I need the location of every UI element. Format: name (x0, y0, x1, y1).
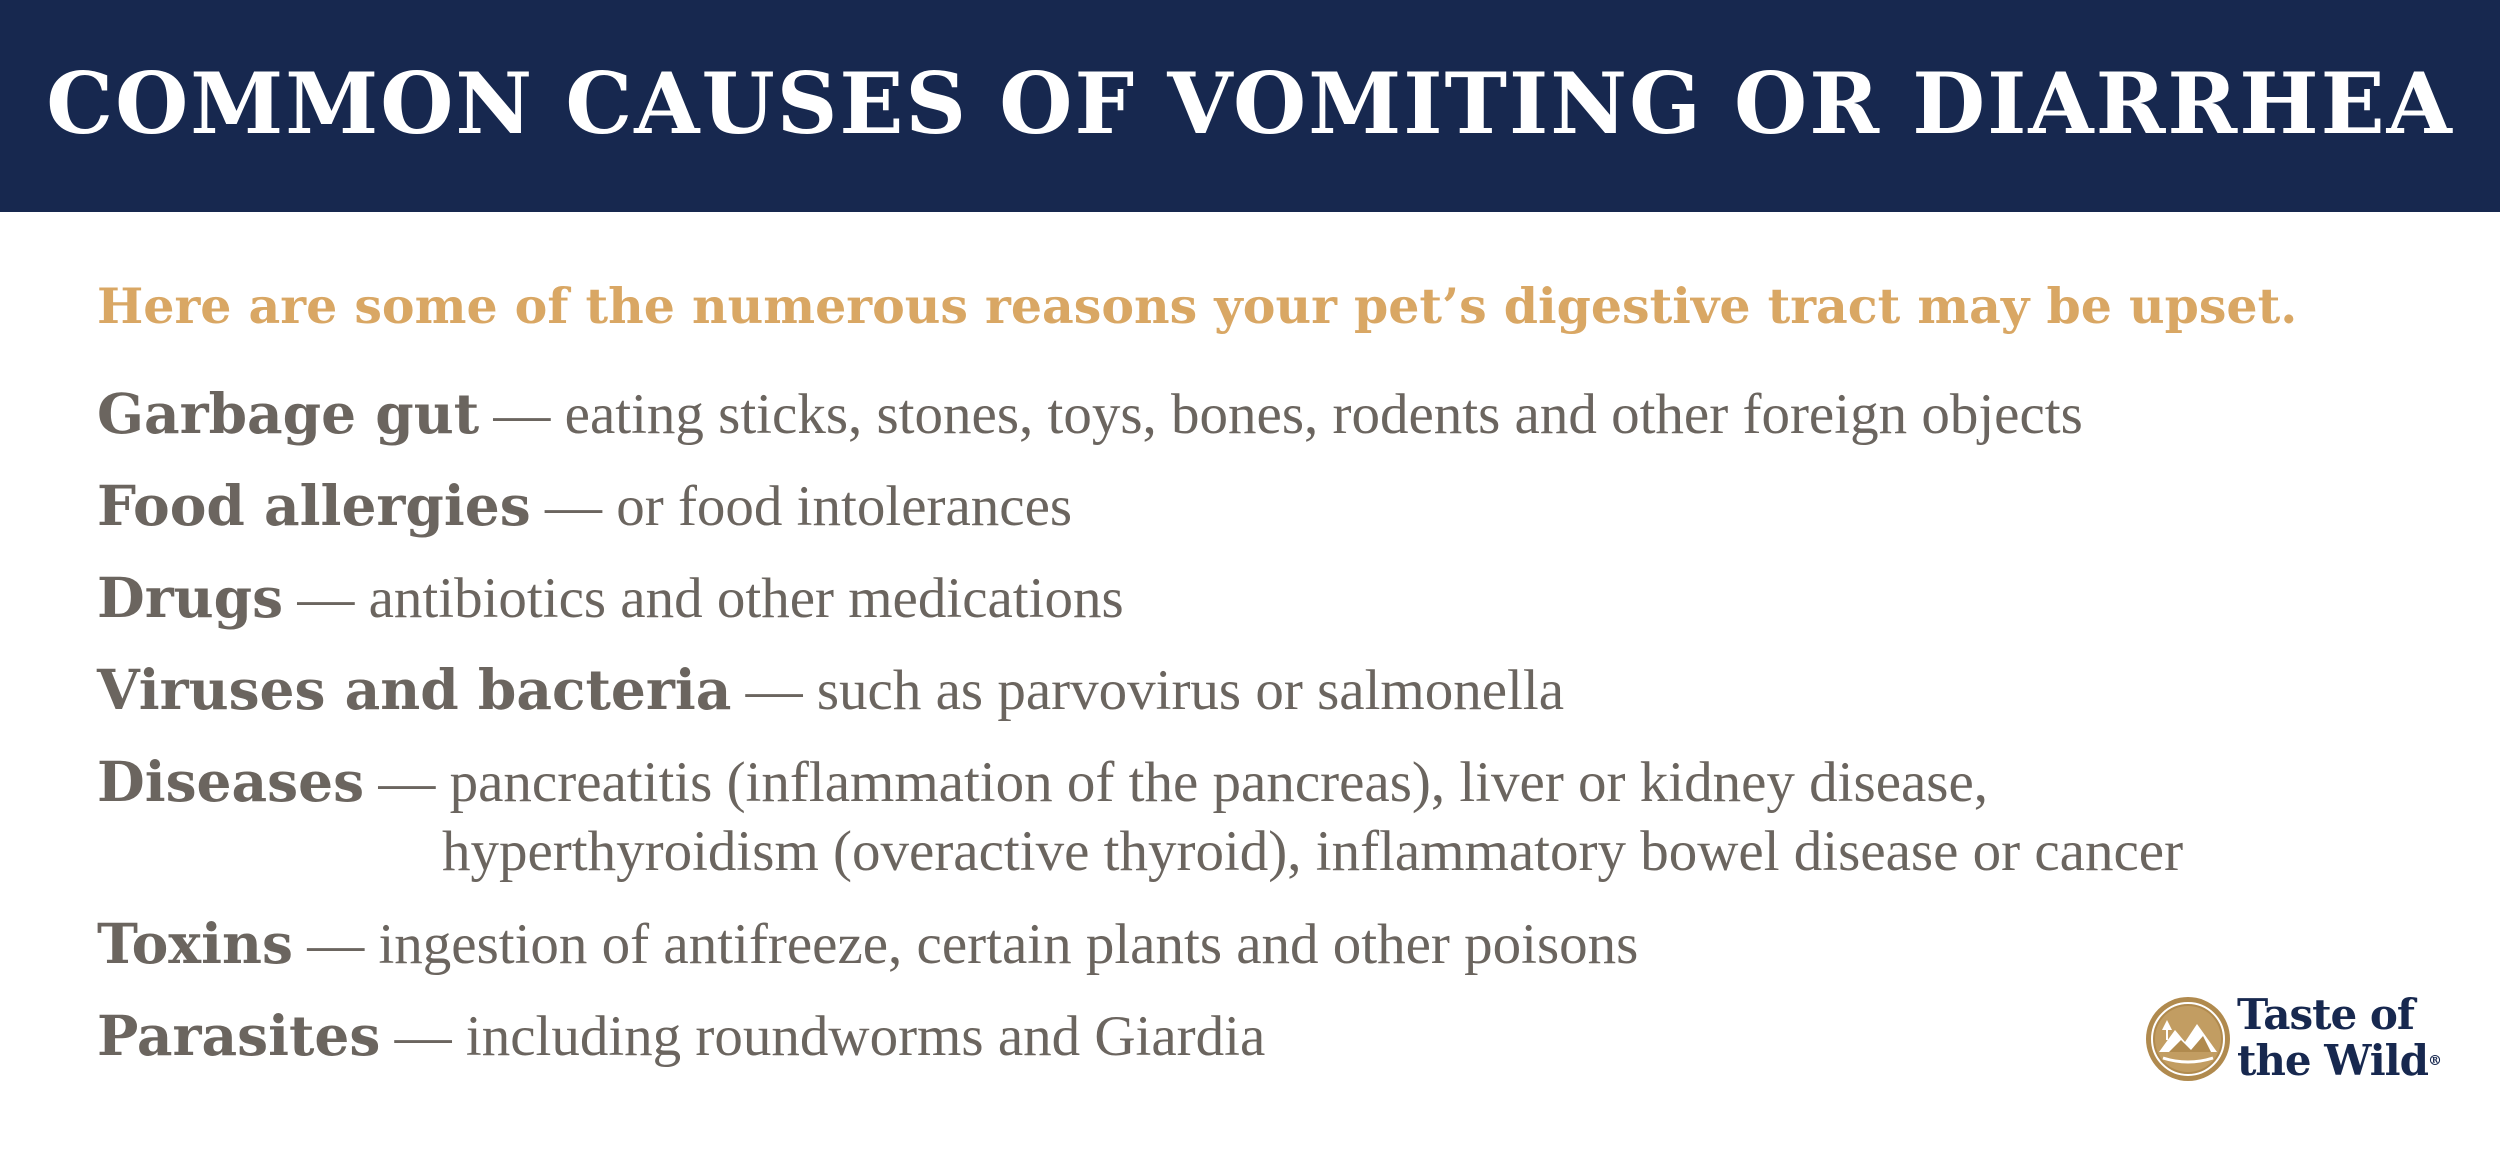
cause-item-diseases (97, 746, 2184, 883)
title-banner (0, 0, 2500, 212)
brand-line-2-wrap (2237, 1036, 2442, 1085)
cause-item-garbage-gut (97, 378, 2083, 451)
cause-term: Toxins (97, 911, 293, 976)
cause-description: — eating sticks, stones, toys, bones, rodents and other foreign objects (479, 383, 2083, 446)
page-title: COMMON CAUSES OF VOMITING OR DIARRHEA (46, 54, 2454, 153)
cause-term: Garbage gut (97, 381, 480, 446)
mountain-seal-icon (2145, 996, 2231, 1082)
cause-term: Food allergies (97, 473, 531, 538)
cause-item-viruses-bacteria (97, 654, 1564, 727)
brand-line-2: the Wild (2237, 1036, 2428, 1085)
cause-term: Diseases (97, 749, 365, 814)
brand-logo (2145, 990, 2442, 1092)
brand-wordmark (2237, 990, 2442, 1085)
cause-description: — or food intolerances (530, 475, 1073, 538)
cause-item-food-allergies (97, 470, 1072, 543)
subtitle: Here are some of the numerous reasons your pet’s digestive tract may be upset. (97, 277, 2298, 335)
cause-description: — ingestion of antifreeze, certain plants and other poisons (292, 913, 1639, 976)
cause-description: — pancreatitis (inflammation of the pancreas), liver or kidney disease, (364, 751, 1989, 814)
cause-term: Drugs (97, 565, 284, 630)
cause-description-continued: hyperthyroidism (overactive thyroid), inflammatory bowel disease or cancer (442, 820, 2184, 883)
cause-item-parasites (97, 1000, 1265, 1073)
brand-line-1: Taste of (2237, 990, 2414, 1039)
cause-item-drugs (97, 562, 1124, 635)
cause-description: — antibiotics and other medications (283, 567, 1124, 630)
cause-description: — such as parvovirus or salmonella (731, 659, 1565, 722)
cause-description: — including roundworms and Giardia (380, 1005, 1266, 1068)
registered-mark: ® (2428, 1053, 2442, 1069)
cause-item-toxins (97, 908, 1638, 981)
cause-term: Viruses and bacteria (97, 657, 732, 722)
cause-term: Parasites (97, 1003, 381, 1068)
